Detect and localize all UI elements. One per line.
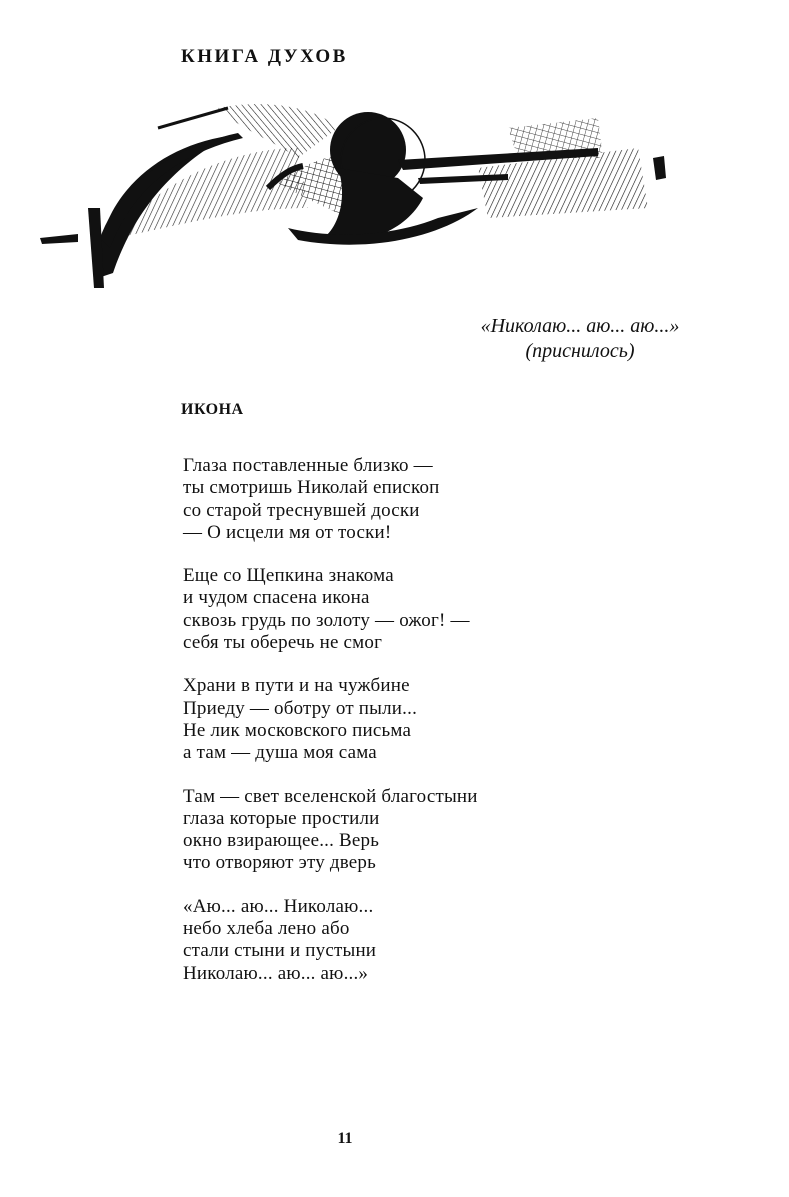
poem-line: «Аю... аю... Николаю... xyxy=(183,895,374,917)
poem-line: сквозь грудь по золоту — ожог! — xyxy=(183,609,470,631)
poem-line: — О исцели мя от тоски! xyxy=(183,521,392,543)
poem-line: окно взирающее... Верь xyxy=(183,830,380,852)
poem-line: Приеду — оботру от пыли... xyxy=(183,697,418,719)
abstract-ink-drawing-icon xyxy=(38,88,668,288)
poem-line: глаза которые простили xyxy=(183,807,380,829)
stanza xyxy=(183,455,623,544)
epigraph-source: (приснилось) xyxy=(525,340,635,362)
epigraph-text: «Николаю... аю... аю...» xyxy=(480,315,680,337)
poem-line: ты смотришь Николай епископ xyxy=(183,477,440,499)
stanza xyxy=(183,675,623,764)
poem-line: Там — свет вселенской благостыни xyxy=(183,785,478,807)
poem-line: себя ты оберечь не смог xyxy=(183,632,383,654)
poem-line: а там — душа моя сама xyxy=(183,742,377,764)
poem-line: Николаю... аю... аю...» xyxy=(183,962,369,984)
poem-line: Храни в пути и на чужбине xyxy=(183,675,410,697)
poem-line: что отворяют эту дверь xyxy=(183,852,376,874)
poem-line: небо хлеба лено або xyxy=(183,918,350,940)
poem-line: Не лик московского письма xyxy=(183,719,412,741)
page-number: 11 xyxy=(337,1130,353,1147)
stanza xyxy=(183,786,623,875)
epigraph xyxy=(430,314,730,364)
poem-line: со старой треснувшей доски xyxy=(183,499,420,521)
poem-line: стали стыни и пустыни xyxy=(183,940,377,962)
book-title: КНИГА ДУХОВ xyxy=(181,46,348,67)
poem-body xyxy=(183,455,623,1006)
poem-line: и чудом спасена икона xyxy=(183,587,370,609)
poem-title: ИКОНА xyxy=(181,401,244,418)
stanza xyxy=(183,565,623,654)
stanza xyxy=(183,896,623,985)
poem-line: Глаза поставленные близко — xyxy=(183,455,433,476)
poem-line: Еще со Щепкина знакома xyxy=(183,565,394,587)
